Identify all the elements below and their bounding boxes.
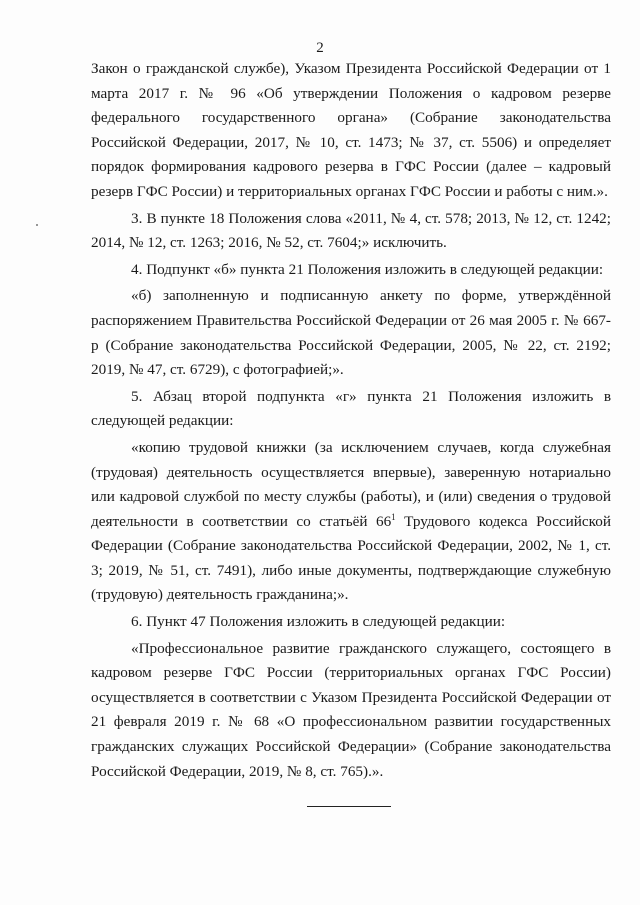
scan-mark: [36, 224, 38, 226]
paragraph-item-5-quote-part-1: «копию трудовой книжки (за исключением случаев, когда служебная (трудовая) деятельность осуществляется впервые), заверенную нотариально или кадровой службой по месту службы (работы), и (или) сведения о трудовой деятельности в соответствии со статьёй 66: [91, 438, 611, 530]
document-body: [91, 57, 611, 784]
paragraph-item-6-quote: «Профессиональное развитие гражданского служащего, состоящего в кадровом резерве ГФС России (территориальных органах ГФС России) осуществляется в соответствии с Указом Президента Российской Федерации от 21 февраля 2019 г. № 68 «О профессиональном развитии государственных гражданских служащих Российской Федерации» (Собрание законодательства Российской Федерации, 2019, № 8, ст. 765).».: [91, 639, 611, 780]
paragraph-item-4-quote: «б) заполненную и подписанную анкету по форме, утверждённой распоряжением Правительства Российской Федерации от 26 мая 2005 г. № 667-р (Собрание законодательства Российской Федерации, 2005, № 22, ст. 2192; 2019, № 47, ст. 6729), с фотографией;».: [91, 287, 611, 379]
paragraph-continuation: Закон о гражданской службе), Указом Президента Российской Федерации от 1 марта 2017 г. № 96 «Об утверждении Положения о кадровом резерве федерального государственного органа» (Собрание законодательства Российской Федерации, 2017, № 10, ст. 1473; № 37, ст. 5506) и определяет порядок формирования кадрового резерва в ГФС России (далее – кадровый резерв ГФС России) и территориальных органах ГФС России и работы с ним.».: [91, 60, 611, 200]
paragraph-item-4: 4. Подпункт «б» пункта 21 Положения изложить в следующей редакции:: [131, 260, 604, 278]
end-of-text-rule: [307, 806, 391, 807]
page-number: 2: [316, 40, 324, 56]
paragraph-item-3: 3. В пункте 18 Положения слова «2011, № 4, ст. 578; 2013, № 12, ст. 1242; 2014, № 12, ст. 1263; 2016, № 52, ст. 7604;» исключить.: [91, 209, 611, 252]
paragraph-item-5-quote: [91, 436, 611, 608]
paragraph-item-5: 5. Абзац второй подпункта «г» пункта 21 Положения изложить в следующей редакции:: [91, 387, 611, 430]
paragraph-item-5-quote-part-2: Трудового кодекса Российской Федерации (Собрание законодательства Российской Федерации, 2002, № 1, ст. 3; 2019, № 51, ст. 7491), либо иные документы, подтверждающие служебную (трудовую) деятельность гражданина;».: [91, 512, 611, 604]
paragraph-item-6: 6. Пункт 47 Положения изложить в следующей редакции:: [131, 613, 506, 631]
superscript-footnote: 1: [391, 511, 396, 522]
